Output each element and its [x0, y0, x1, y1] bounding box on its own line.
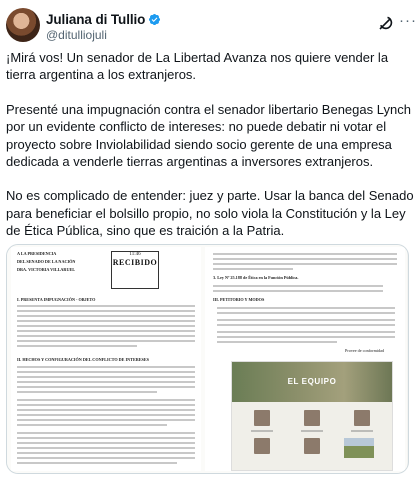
doc-text-line: [17, 391, 157, 393]
doc-addressee-1: A LA PRESIDENCIA: [17, 251, 57, 256]
tweet-text: [6, 49, 416, 257]
received-stamp: [111, 251, 159, 289]
doc-addressee-2: DEL SENADO DE LA NACIÓN: [17, 259, 76, 264]
doc-text-line: [213, 268, 293, 270]
author-name-row: [46, 11, 161, 27]
doc-text-line: [213, 258, 397, 260]
doc-text-line: [213, 290, 383, 292]
stamp-label: RECIBIDO: [112, 258, 158, 267]
doc-text-line: [17, 366, 195, 368]
doc-text-line: [217, 324, 395, 326]
doc-section-2: II. HECHOS Y CONFIGURACIÓN DEL CONFLICTO DE INTERESES: [17, 357, 150, 362]
doc-text-line: [17, 432, 195, 434]
doc-text-line: [17, 335, 195, 337]
doc-text-line: [213, 263, 397, 265]
doc-text-line: [17, 409, 195, 411]
doc-addressee-3: DRA. VICTORIA VILLARUEL: [17, 267, 76, 272]
team-webpage-image: [231, 361, 393, 471]
tweet-paragraph: No es complicado de entender: juez y parte. Usar la banca del Senado para beneficiar el bolsillo propio, no solo viola la Constitución y la Ley de Ética Pública, sino que es traición a la Patria.: [6, 188, 414, 239]
tweet-paragraph: ¡Mirá vos! Un senador de La Libertad Avanza nos quiere vender la tierra argentina a los extranjeros.: [6, 50, 389, 83]
doc-text-line: [17, 340, 195, 342]
doc-text-line: [17, 325, 195, 327]
verified-badge-icon: [148, 13, 161, 26]
author-handle[interactable]: @ditulliojuli: [46, 28, 107, 42]
doc-closing: Provee de conformidad: [345, 348, 385, 353]
team-member-caption: [301, 430, 323, 432]
author-avatar[interactable]: [6, 8, 40, 42]
doc-text-line: [17, 457, 195, 459]
stamp-time: 11:46: [129, 252, 141, 257]
doc-text-line: [17, 414, 195, 416]
doc-text-line: [17, 386, 195, 388]
doc-text-line: [17, 381, 195, 383]
doc-text-line: [17, 315, 195, 317]
doc-text-line: [17, 310, 195, 312]
grok-icon[interactable]: [377, 14, 395, 32]
document-page-left: [11, 247, 201, 471]
tweet-paragraph: Presenté una impugnación contra el senador libertario Benegas Lynch por un evidente conflicto de intereses: no puede debatir ni votar el proyecto sobre Inviolabilidad siendo socio gerente de una empresa dedicada a venderle tierras argentinas a inversores extranjeros.: [6, 101, 411, 170]
doc-text-line: [217, 331, 395, 333]
tweet-media-image[interactable]: [6, 244, 409, 474]
document-page-right: [205, 247, 405, 471]
doc-text-line: [217, 312, 395, 314]
doc-text-line: [17, 452, 195, 454]
team-member-photo: [254, 438, 270, 454]
landscape-photo: [344, 438, 374, 458]
document-image: [7, 245, 407, 473]
doc-text-line: [17, 442, 195, 444]
doc-text-line: [17, 320, 195, 322]
doc-text-line: [217, 307, 395, 309]
doc-text-line: [17, 404, 195, 406]
author-name[interactable]: Juliana di Tullio: [46, 11, 146, 27]
tweet-header: [6, 8, 417, 48]
doc-section-1: I. PRESENTA IMPUGNACIÓN - OBJETO: [17, 297, 96, 302]
doc-section-3: III. PETITORIO Y MODOS: [213, 297, 265, 302]
team-member-caption: [251, 430, 273, 432]
doc-text-line: [17, 462, 177, 464]
team-title: EL EQUIPO: [287, 377, 337, 386]
doc-text-line: [213, 285, 383, 287]
team-member-photo: [354, 410, 370, 426]
team-member-caption: [351, 430, 373, 432]
team-member-photo: [254, 410, 270, 426]
doc-text-line: [217, 319, 395, 321]
doc-text-line: [213, 253, 397, 255]
team-member-photo: [304, 438, 320, 454]
doc-text-line: [17, 399, 195, 401]
doc-text-line: [17, 330, 195, 332]
doc-text-line: [17, 447, 195, 449]
doc-law-reference: 3. Ley Nº 25.188 de Ética en la Función Pública.: [213, 275, 299, 280]
doc-text-line: [217, 341, 337, 343]
doc-text-line: [17, 419, 195, 421]
doc-text-line: [17, 376, 195, 378]
doc-text-line: [17, 345, 137, 347]
doc-text-line: [17, 305, 195, 307]
doc-text-line: [17, 424, 167, 426]
doc-text-line: [17, 371, 195, 373]
doc-text-line: [17, 437, 195, 439]
more-icon[interactable]: ···: [399, 12, 417, 29]
team-member-photo: [304, 410, 320, 426]
doc-text-line: [217, 336, 395, 338]
